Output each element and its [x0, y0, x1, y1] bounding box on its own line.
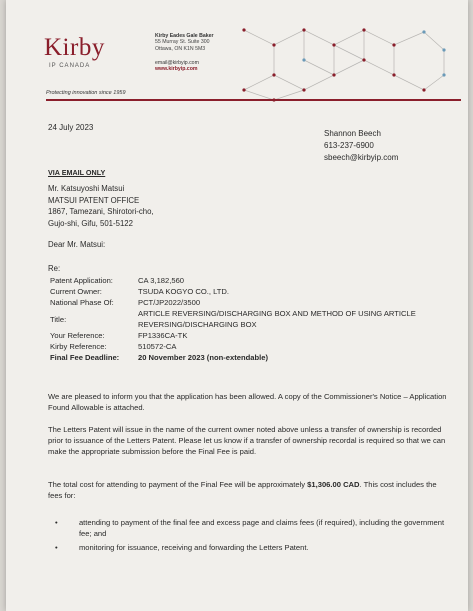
bullet-icon: • — [55, 543, 58, 552]
reference-label: Kirby Reference: — [50, 342, 107, 351]
firm-logo: Kirby — [44, 34, 105, 61]
bullet-icon: • — [55, 518, 58, 527]
reference-row-deadline — [48, 352, 428, 363]
list-item — [48, 517, 448, 539]
list-item-text: monitoring for issuance, receiving and forwarding the Letters Patent. — [78, 543, 309, 552]
paragraph-allowance: We are pleased to inform you that the application has been allowed. A copy of the Commissioner's Notice – Application Found Allowable is attached. — [48, 392, 447, 412]
paragraph-letters-patent: The Letters Patent will issue in the name of the current owner noted above unless a transfer of ownership is recorded prior to issuance of the Letters Patent. Please let us know if a transfer of ownership recordal is required so that we can make the appropriate submission before the Final Fee is paid. — [48, 425, 446, 456]
reference-label: Patent Application: — [50, 276, 113, 285]
reference-value: 510572-CA — [138, 342, 177, 351]
sender-name: Shannon Beech — [324, 129, 381, 138]
reference-row — [48, 286, 428, 297]
sender-email: sbeech@kirbyip.com — [324, 153, 399, 162]
header-divider — [46, 99, 461, 101]
firm-address-line-1: 55 Murray St. Suite 300 — [155, 39, 210, 46]
firm-contact-block — [155, 60, 199, 73]
salutation: Dear Mr. Matsui: — [48, 240, 106, 249]
reference-value: FP1336CA-TK — [138, 331, 188, 340]
firm-logo-subtext: IP CANADA — [49, 63, 91, 69]
recipient-block — [48, 183, 154, 229]
firm-address-block — [155, 33, 214, 52]
list-item — [48, 542, 448, 553]
reference-label: Current Owner: — [50, 287, 102, 296]
reference-table — [48, 275, 428, 363]
reference-label: National Phase Of: — [50, 298, 114, 307]
recipient-office: MATSUI PATENT OFFICE — [48, 195, 140, 205]
cost-text-after: . This cost includes the fees for: — [48, 480, 437, 500]
reference-value: TSUDA KOGYO CO., LTD. — [138, 287, 229, 296]
network-graphic-icon — [234, 20, 464, 105]
letter-date: 24 July 2023 — [48, 123, 94, 132]
fee-list — [48, 517, 448, 556]
reference-value: CA 3,182,560 — [138, 276, 185, 285]
reference-row — [48, 297, 428, 308]
cost-text-before: The total cost for attending to payment of the Final Fee will be approximately — [48, 480, 308, 489]
reference-row — [48, 308, 428, 330]
reference-value: PCT/JP2022/3500 — [138, 298, 201, 307]
reference-value: 20 November 2023 (non-extendable) — [138, 353, 268, 362]
paragraph-cost — [48, 479, 448, 501]
reference-label: Final Fee Deadline: — [50, 353, 120, 362]
recipient-address-line-1: 1867, Tamezani, Shirotori-cho, — [48, 207, 154, 217]
firm-name: Kirby Eades Gale Baker — [155, 33, 214, 39]
reference-row — [48, 275, 428, 286]
re-label: Re: — [48, 264, 61, 273]
reference-label: Title: — [50, 314, 67, 324]
reference-value: ARTICLE REVERSING/DISCHARGING BOX AND METHOD OF USING ARTICLE REVERSING/DISCHARGING BOX — [138, 309, 416, 329]
recipient-name: Mr. Katsuyoshi Matsui — [48, 184, 125, 193]
firm-tagline: Protecting innovation since 1959 — [46, 90, 126, 96]
firm-website: www.kirbyip.com — [155, 66, 198, 73]
cost-amount: $1,306.00 CAD — [307, 480, 360, 489]
sender-block — [324, 128, 398, 164]
delivery-method: VIA EMAIL ONLY — [48, 168, 106, 177]
letter-page — [6, 0, 468, 611]
firm-email: email@kirbyip.com — [155, 60, 199, 66]
sender-phone: 613-237-6900 — [324, 141, 374, 150]
reference-row — [48, 330, 428, 341]
list-item-text: attending to payment of the final fee and excess page and claims fees (if required), including the government fee; and — [78, 518, 445, 538]
firm-address-line-2: Ottawa, ON K1N 5M3 — [155, 45, 206, 52]
reference-label: Your Reference: — [50, 331, 105, 340]
recipient-address-line-2: Gujo-shi, Gifu, 501-5122 — [48, 218, 133, 228]
reference-row — [48, 341, 428, 352]
